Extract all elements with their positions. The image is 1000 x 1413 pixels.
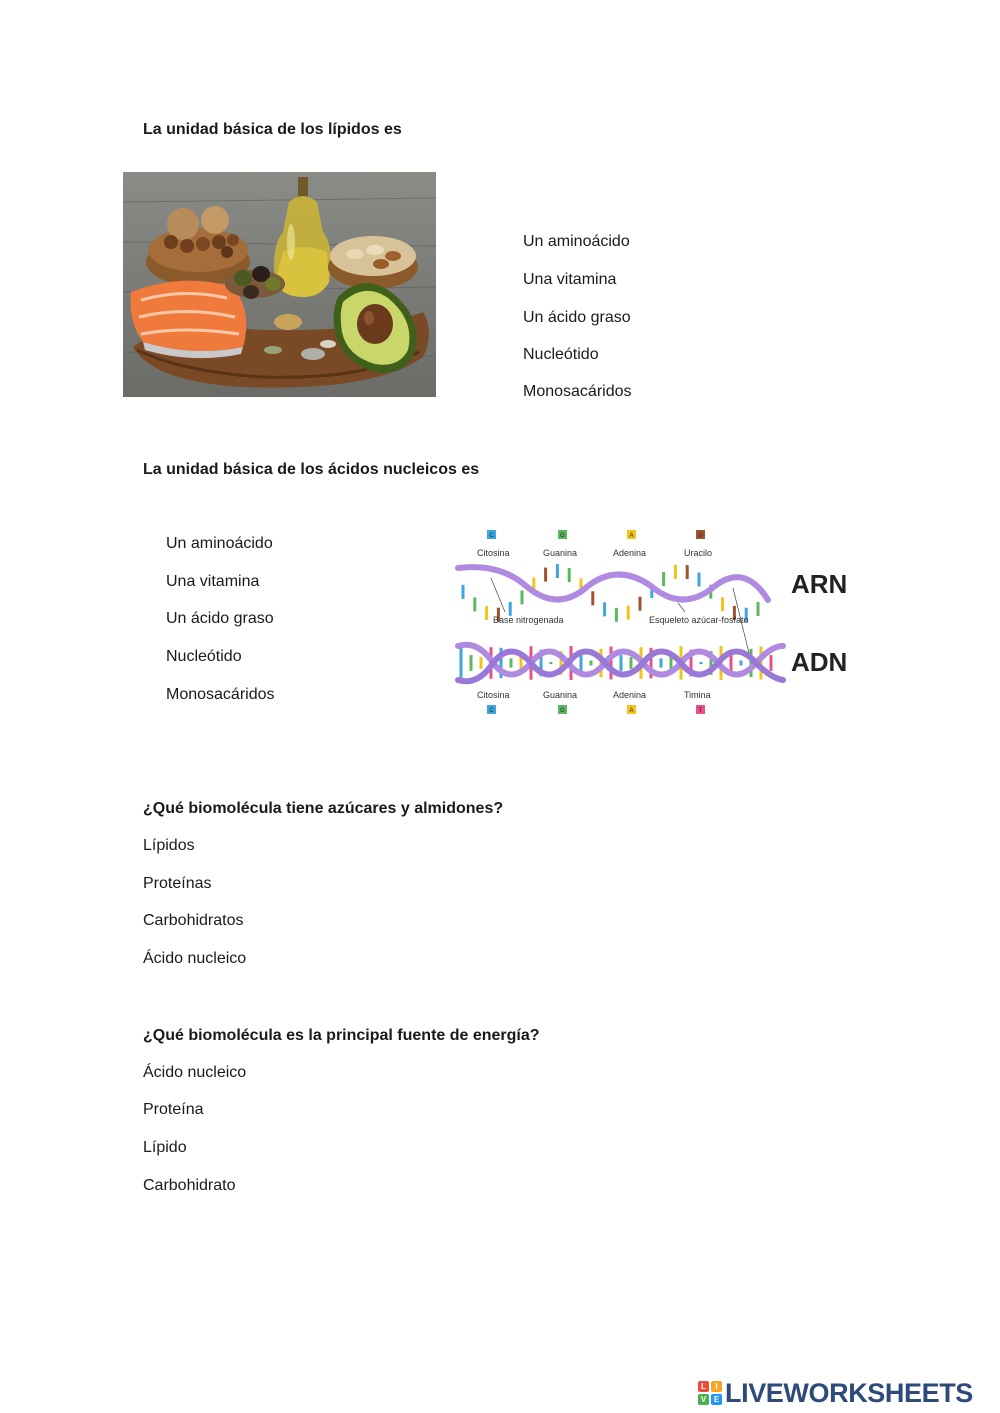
key-bottom-letter-g: G bbox=[560, 708, 565, 714]
key-top-letter-u: U bbox=[698, 533, 703, 539]
key-top-letter-g: G bbox=[560, 533, 565, 539]
q4-option-proteina[interactable]: Proteína bbox=[143, 1101, 204, 1118]
q3-option-proteinas[interactable]: Proteínas bbox=[143, 875, 212, 892]
key-bottom-letter-t: T bbox=[698, 708, 703, 714]
q1-option-acido-graso[interactable]: Un ácido graso bbox=[523, 309, 631, 326]
q2-option-acido-graso[interactable]: Un ácido graso bbox=[166, 610, 274, 627]
logo-blocks-icon bbox=[698, 1381, 722, 1405]
label-bottom-timina: Timina bbox=[684, 690, 711, 700]
q2-option-monosacaridos[interactable]: Monosacáridos bbox=[166, 686, 275, 703]
q1-option-vitamina[interactable]: Una vitamina bbox=[523, 271, 617, 288]
q4-option-acido-nucleico[interactable]: Ácido nucleico bbox=[143, 1064, 247, 1081]
key-top-letter-c: C bbox=[489, 533, 494, 539]
label-top-uracilo: Uracilo bbox=[684, 548, 713, 558]
q3-option-acido-nucleico[interactable]: Ácido nucleico bbox=[143, 950, 247, 967]
label-bottom-guanina: Guanina bbox=[543, 690, 578, 700]
q1-option-monosacaridos[interactable]: Monosacáridos bbox=[523, 383, 632, 400]
q3-option-carbohidratos[interactable]: Carbohidratos bbox=[143, 912, 244, 929]
q1-option-nucleotido[interactable]: Nucleótido bbox=[523, 346, 599, 363]
annot-line-backbone bbox=[678, 603, 685, 612]
logo-block-l: L bbox=[698, 1381, 709, 1392]
question-2-title: La unidad básica de los ácidos nucleicos es bbox=[143, 461, 480, 478]
label-bottom-adenina: Adenina bbox=[613, 690, 647, 700]
key-bottom-letter-a: A bbox=[629, 708, 634, 714]
label-top-adenina: Adenina bbox=[613, 548, 647, 558]
annotation-esqueleto: Esqueleto azúcar-fosfato bbox=[649, 615, 749, 625]
logo-block-v: V bbox=[698, 1394, 709, 1405]
key-bottom-letter-c: C bbox=[489, 708, 494, 714]
liveworksheets-logo[interactable] bbox=[698, 1378, 973, 1408]
rna-dna-diagram bbox=[453, 528, 858, 723]
q3-option-lipidos[interactable]: Lípidos bbox=[143, 837, 195, 854]
rna-label: ARN bbox=[791, 569, 848, 599]
key-top-letter-a: A bbox=[629, 533, 634, 539]
dna-label: ADN bbox=[791, 647, 848, 677]
question-3-title: ¿Qué biomolécula tiene azúcares y almidones? bbox=[143, 800, 504, 817]
question-4-title: ¿Qué biomolécula es la principal fuente de energía? bbox=[143, 1027, 540, 1044]
q1-option-aminoacido[interactable]: Un aminoácido bbox=[523, 233, 630, 250]
annotation-base-nitrogenada: Base nitrogenada bbox=[493, 615, 564, 625]
logo-text: LIVEWORKSHEETS bbox=[725, 1377, 973, 1408]
label-top-guanina: Guanina bbox=[543, 548, 578, 558]
label-bottom-citosina: Citosina bbox=[477, 690, 510, 700]
q4-option-lipido[interactable]: Lípido bbox=[143, 1139, 187, 1156]
lipid-foods-image bbox=[123, 172, 436, 397]
label-top-citosina: Citosina bbox=[477, 548, 510, 558]
annot-line-base bbox=[491, 578, 505, 612]
logo-block-e: E bbox=[711, 1394, 722, 1405]
q2-option-nucleotido[interactable]: Nucleótido bbox=[166, 648, 242, 665]
q4-option-carbohidrato[interactable]: Carbohidrato bbox=[143, 1177, 236, 1194]
q2-option-vitamina[interactable]: Una vitamina bbox=[166, 573, 260, 590]
q2-option-aminoacido[interactable]: Un aminoácido bbox=[166, 535, 273, 552]
rna-backbone bbox=[458, 567, 768, 600]
question-1-title: La unidad básica de los lípidos es bbox=[143, 121, 402, 138]
logo-block-i: I bbox=[711, 1381, 722, 1392]
